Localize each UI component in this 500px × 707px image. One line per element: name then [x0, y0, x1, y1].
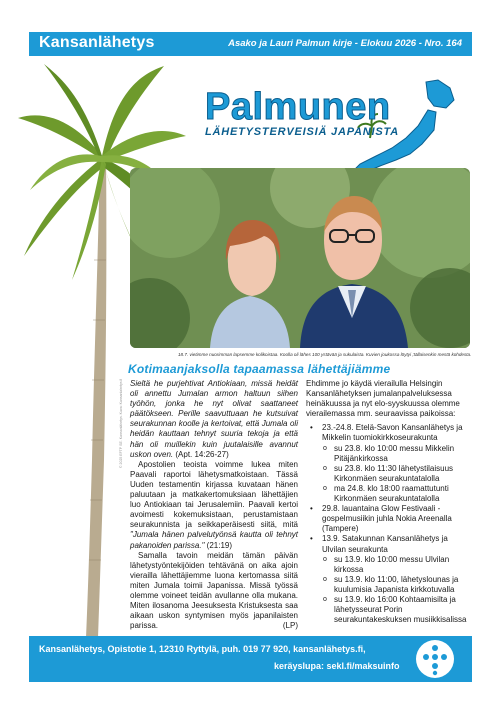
- newsletter-subtitle: LÄHETYSTERVEISIÄ JAPANISTA: [205, 126, 399, 138]
- article-left-column: [130, 379, 298, 631]
- footer-permit: keräyslupa: sekl.fi/maksuinfo: [274, 661, 400, 671]
- list-item: • 13.9. Satakunnan Kansanlähetys ja Ulvilan seurakunta o su 13.9. klo 10:00 messu Ulvilan kirkossa o su 13.9. klo 11:00, lähetyslounas ja kuulumisia Japanista kirkkotuvalla o su 13.9. klo 16:00 Kohtaamisilta ja lähetysseurat Porin seurakuntakeskuksen musiikkisalissa: [306, 534, 474, 625]
- footer-bar: [29, 636, 472, 682]
- family-photo: [130, 168, 470, 348]
- list-item: o su 13.9. klo 10:00 messu Ulvilan kirkossa: [306, 555, 474, 575]
- masthead: [205, 88, 399, 138]
- photo-credit: © 2025 EFTP SE. Kansanlähetys. Kuva: Kansanlahetys.fi: [119, 378, 123, 468]
- brand-name: Kansanlähetys: [39, 34, 155, 51]
- list-item: • 23.-24.8. Etelä-Savon Kansanlähetys ja Mikkelin tuomiokirkkoseurakunta o su 23.8. klo 10:00 messu Mikkelin Pitäjänkirkossa o su 23.8. klo 11:30 lähetystilaisuus Kirkonmäen seurakuntatalolla o ma 24.8. klo 18:00 raamattutunti Kirkonmäen seurakuntatalolla: [306, 423, 474, 504]
- event-list: [306, 423, 474, 625]
- footer-address: Kansanlähetys, Opistotie 1, 12310 Ryttylä, puh. 019 77 920, kansanlähetys.fi,: [39, 644, 366, 654]
- newsletter-title: Palmunen: [205, 86, 391, 128]
- list-item: o su 23.8. klo 11:30 lähetystilaisuus Kirkonmäen seurakuntatalolla: [306, 464, 474, 484]
- list-item: o su 13.9. klo 16:00 Kohtaamisilta ja lähetysseurat Porin seurakuntakeskuksen musiikkisalissa: [306, 595, 474, 625]
- photo-caption: 18.7. vietimme nuorimman lapsemme kolikoistaa. Koolla oli lähes 100 ystävää ja sukulaista. Kuvien joukossa löytyi ;tällaisenkin mestä kohdesta.: [178, 352, 472, 357]
- kansanlahetys-logo: [416, 640, 454, 678]
- list-item: o su 13.9. klo 11:00, lähetyslounas ja kuulumisia Japanista kirkkotuvalla: [306, 575, 474, 595]
- bible-quote: Sieltä he purjehtivat Antiokiaan, missä heidät oli annettu Jumalan armon haltuun siihen työhön, jonka he nyt olivat saattaneet päätökseen. Perille saavuttuaan he kutsuivat seurakunnan koolle ja kertoivat, että Jumala oli heidän kauttaan tehnyt suuria tekoja ja että hän oli muillekin kuin juutalaisille avannut uskon oven. (Apt. 14:26-27): [130, 379, 298, 459]
- header-bar: [29, 32, 472, 56]
- sub-list: [322, 444, 474, 505]
- paragraph-paul: Apostolien teoista voimme lukea miten Paavali raportoi lähetysmatkoistaan. Tässä Uuden testamentin kirjassa kuvataan hänen paluutaan ja matkakertomuksiaan lähettäjien luo Antiokiaan tai Jerusalemiin. Paavali kertoi avoimesti kokemuksistaan, perustamistaan seurakunnista ja seikkaperäisesti siitä, mitä "Jumala hänen palvelutyönsä kautta oli tehnyt pakanoiden parissa." (21:19): [130, 459, 298, 550]
- visits-intro: Ehdimme jo käydä vierailulla Helsingin Kansanlähetyksen jumalanpalveluksessa heinäkuussa ja nyt elo-syyskuussa olemme vierailemassa mm. seuraavissa paikoissa:: [306, 379, 460, 419]
- list-item: o su 23.8. klo 10:00 messu Mikkelin Pitäjänkirkossa: [306, 444, 474, 464]
- kansanlahetys-cross-dots-icon: [416, 640, 454, 678]
- photo-illustration: [130, 168, 470, 348]
- article-headline: Kotimaanjaksolla tapaamassa lähettäjiämme: [128, 362, 391, 376]
- list-item: o ma 24.8. klo 18:00 raamattutunti Kirkonmäen seurakuntatalolla: [306, 484, 474, 504]
- list-item: • 29.8. lauantaina Glow Festivaali - gospelmusiikin juhla Nokia Areenalla (Tampere): [306, 504, 474, 534]
- sub-list: [322, 555, 474, 626]
- issue-info: Asako ja Lauri Palmun kirje - Elokuu 2026 - Nro. 164: [228, 38, 462, 49]
- paragraph-missionaries: Samalla tavoin meidän tämän päivän lähetystyöntekijöiden tehtävänä on aika ajoin vierailla lähettäjiemme luona kertomassa siitä miten Jumala toimii Japanissa. Missä työssä olemme voineet teidän avullanne olla mukana. Miten ilosanoma Jeesuksesta Kristuksesta saa aikaan uskon syntymisen myös japanilaisten parissa. (LP): [130, 550, 298, 631]
- article-right-column: [306, 379, 474, 625]
